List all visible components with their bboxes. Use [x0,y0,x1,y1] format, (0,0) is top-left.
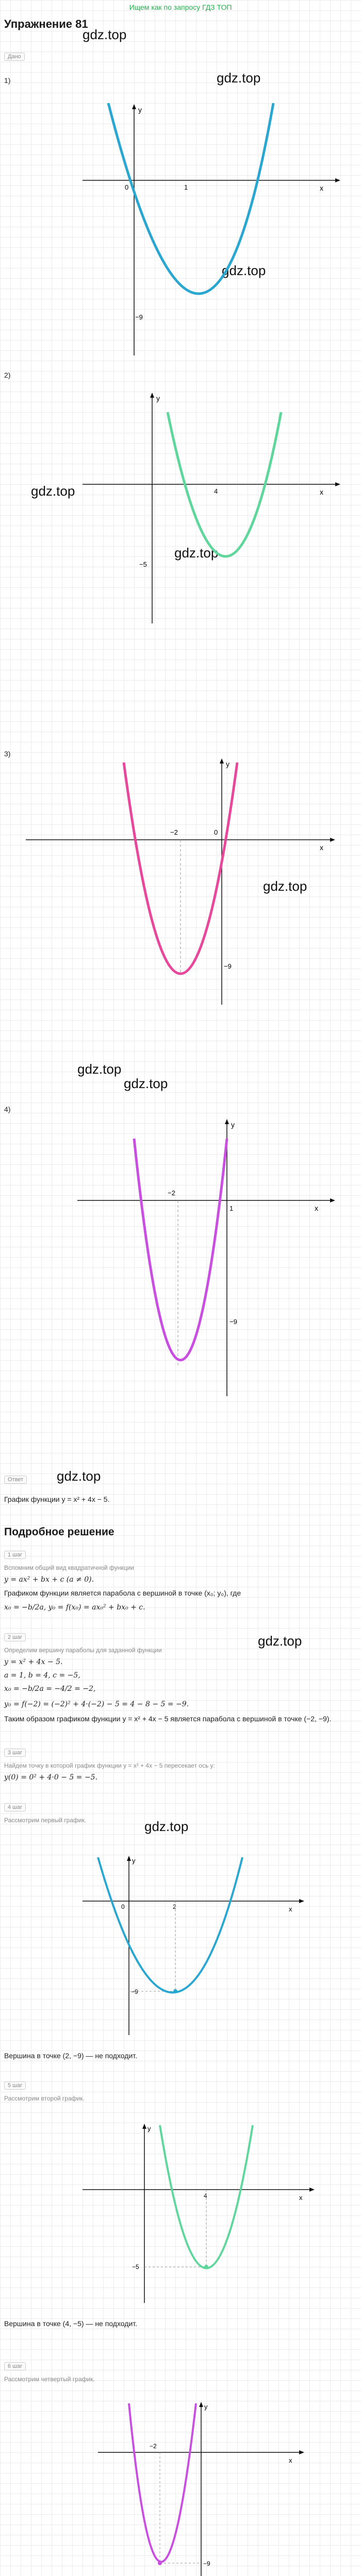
parabola [108,103,273,294]
graph-number: 3) [4,750,11,758]
step-text: Вспомним общий вид квадратичной функции [4,1564,134,1571]
step-text: Рассмотрим четвертый график. [4,2376,95,2383]
tick-label: 1 [184,183,188,191]
y-axis-arrow [132,104,136,109]
step-tag: 6 шаг [4,2362,26,2370]
tick-label: −2 [168,1189,175,1197]
step-graph-2 [77,2123,320,2308]
svg-text:x: x [299,2194,303,2201]
step-formula: x₀ = −b/2a = −4/2 = −2, [4,1685,96,1693]
step-formula: y(0) = 0² + 4·0 − 5 = −5. [4,1773,98,1782]
watermark: gdz.top [144,1819,189,1834]
tick-label: −5 [139,561,147,568]
x-axis-arrow [330,1198,335,1202]
watermark: gdz.top [258,1633,302,1649]
tick-label: −9 [135,313,143,321]
x-label: x [315,1204,318,1212]
watermark: gdz.top [124,1076,168,1091]
tick-label: 4 [214,487,218,495]
y-axis-arrow [220,758,224,764]
graph-number: 2) [4,371,11,379]
watermark: gdz.top [174,545,219,561]
step-tag: 2 шаг [4,1633,26,1641]
watermark: gdz.top [31,483,75,499]
svg-text:−9: −9 [203,2560,210,2567]
y-axis-arrow [225,1119,229,1124]
step-text: Определим вершину параболы для заданной функции [4,1647,162,1654]
y-label: y [226,760,229,768]
watermark: gdz.top [83,27,127,42]
tick-label: 1 [229,1205,234,1212]
answer-text: График функции y = x² + 4x − 5. [4,1495,110,1503]
svg-text:0: 0 [121,1903,125,1910]
y-label: y [231,1121,235,1129]
watermark: gdz.top [222,263,266,278]
step-tag: 5 шаг [4,2081,26,2090]
svg-text:y: y [132,1857,136,1865]
y-axis-arrow [150,393,154,398]
tick-label: −2 [170,828,178,836]
origin-label: 0 [214,828,218,836]
graph-3 [21,757,356,1015]
y-label: y [156,394,160,402]
svg-text:−5: −5 [132,2263,139,2270]
step-formula: y = x² + 4x − 5. [4,1658,63,1666]
top-link[interactable]: Ищем как по запросу ГДЗ ТОП [129,3,232,11]
step-formula: y₀ = f(−2) = (−2)² + 4·(−2) − 5 = 4 − 8 − 5 = −9. [4,1700,189,1708]
x-axis-arrow [335,178,340,182]
step-tag: 1 шаг [4,1551,26,1559]
step-text: Рассмотрим второй график. [4,2095,85,2102]
step-result: Вершина в точке (2, −9) — не подходит. [4,2052,138,2060]
x-axis-arrow [330,838,335,842]
step-formula: x₀ = −b/2a, y₀ = f(x₀) = ax₀² + bx₀ + c. [4,1603,145,1612]
svg-text:y: y [204,2403,208,2411]
svg-text:2: 2 [173,1903,176,1910]
y-label: y [138,106,142,114]
x-label: x [320,488,323,496]
tick-label: −9 [224,962,232,970]
parabola [134,1139,227,1360]
svg-text:−9: −9 [131,1988,138,1995]
step-tag: 3 шаг [4,1749,26,1757]
graph-number: 1) [4,76,11,84]
step-graph-3 [93,2401,309,2576]
watermark: gdz.top [77,1061,122,1077]
graph-2 [77,392,346,629]
watermark: gdz.top [263,878,307,894]
watermark: gdz.top [57,1468,101,1484]
watermark: gdz.top [217,70,261,86]
step-text: Таким образом графиком функции y = x² + 4x − 5 является парабола с вершиной в точке (−2, −9). [4,1715,332,1723]
step-formula: a = 1, b = 4, c = −5, [4,1671,80,1680]
step-text: Рассмотрим первый график. [4,1817,87,1824]
step-text: Графиком функции является парабола с вершиной в точке (x₀; y₀), где [4,1589,241,1597]
step-tag: 4 шаг [4,1803,26,1811]
x-axis-arrow [335,482,340,486]
step-text: Найдем точку в которой график функции y = x² + 4x − 5 пересекает ось y: [4,1762,215,1769]
step-result: Вершина в точке (4, −5) — не подходит. [4,2319,138,2328]
svg-text:4: 4 [204,2192,207,2199]
svg-text:x: x [289,1905,292,1913]
tick-label: −9 [229,1318,237,1326]
answer-tag: Ответ [4,1476,27,1484]
svg-text:y: y [147,2125,151,2132]
page-title: Упражнение 81 [4,18,88,30]
graph-1 [77,103,346,361]
graph-number: 4) [4,1105,11,1113]
svg-text:x: x [289,2456,292,2464]
detailed-title: Подробное решение [4,1526,114,1538]
origin-label: 0 [125,183,129,191]
graph-4 [72,1118,340,1406]
step-formula: y = ax² + bx + c (a ≠ 0). [4,1575,94,1584]
x-label: x [320,184,323,192]
svg-text:−2: −2 [150,2443,157,2450]
step-graph-1 [77,1855,309,2040]
x-label: x [320,843,323,852]
given-tag: Дано [4,53,25,61]
